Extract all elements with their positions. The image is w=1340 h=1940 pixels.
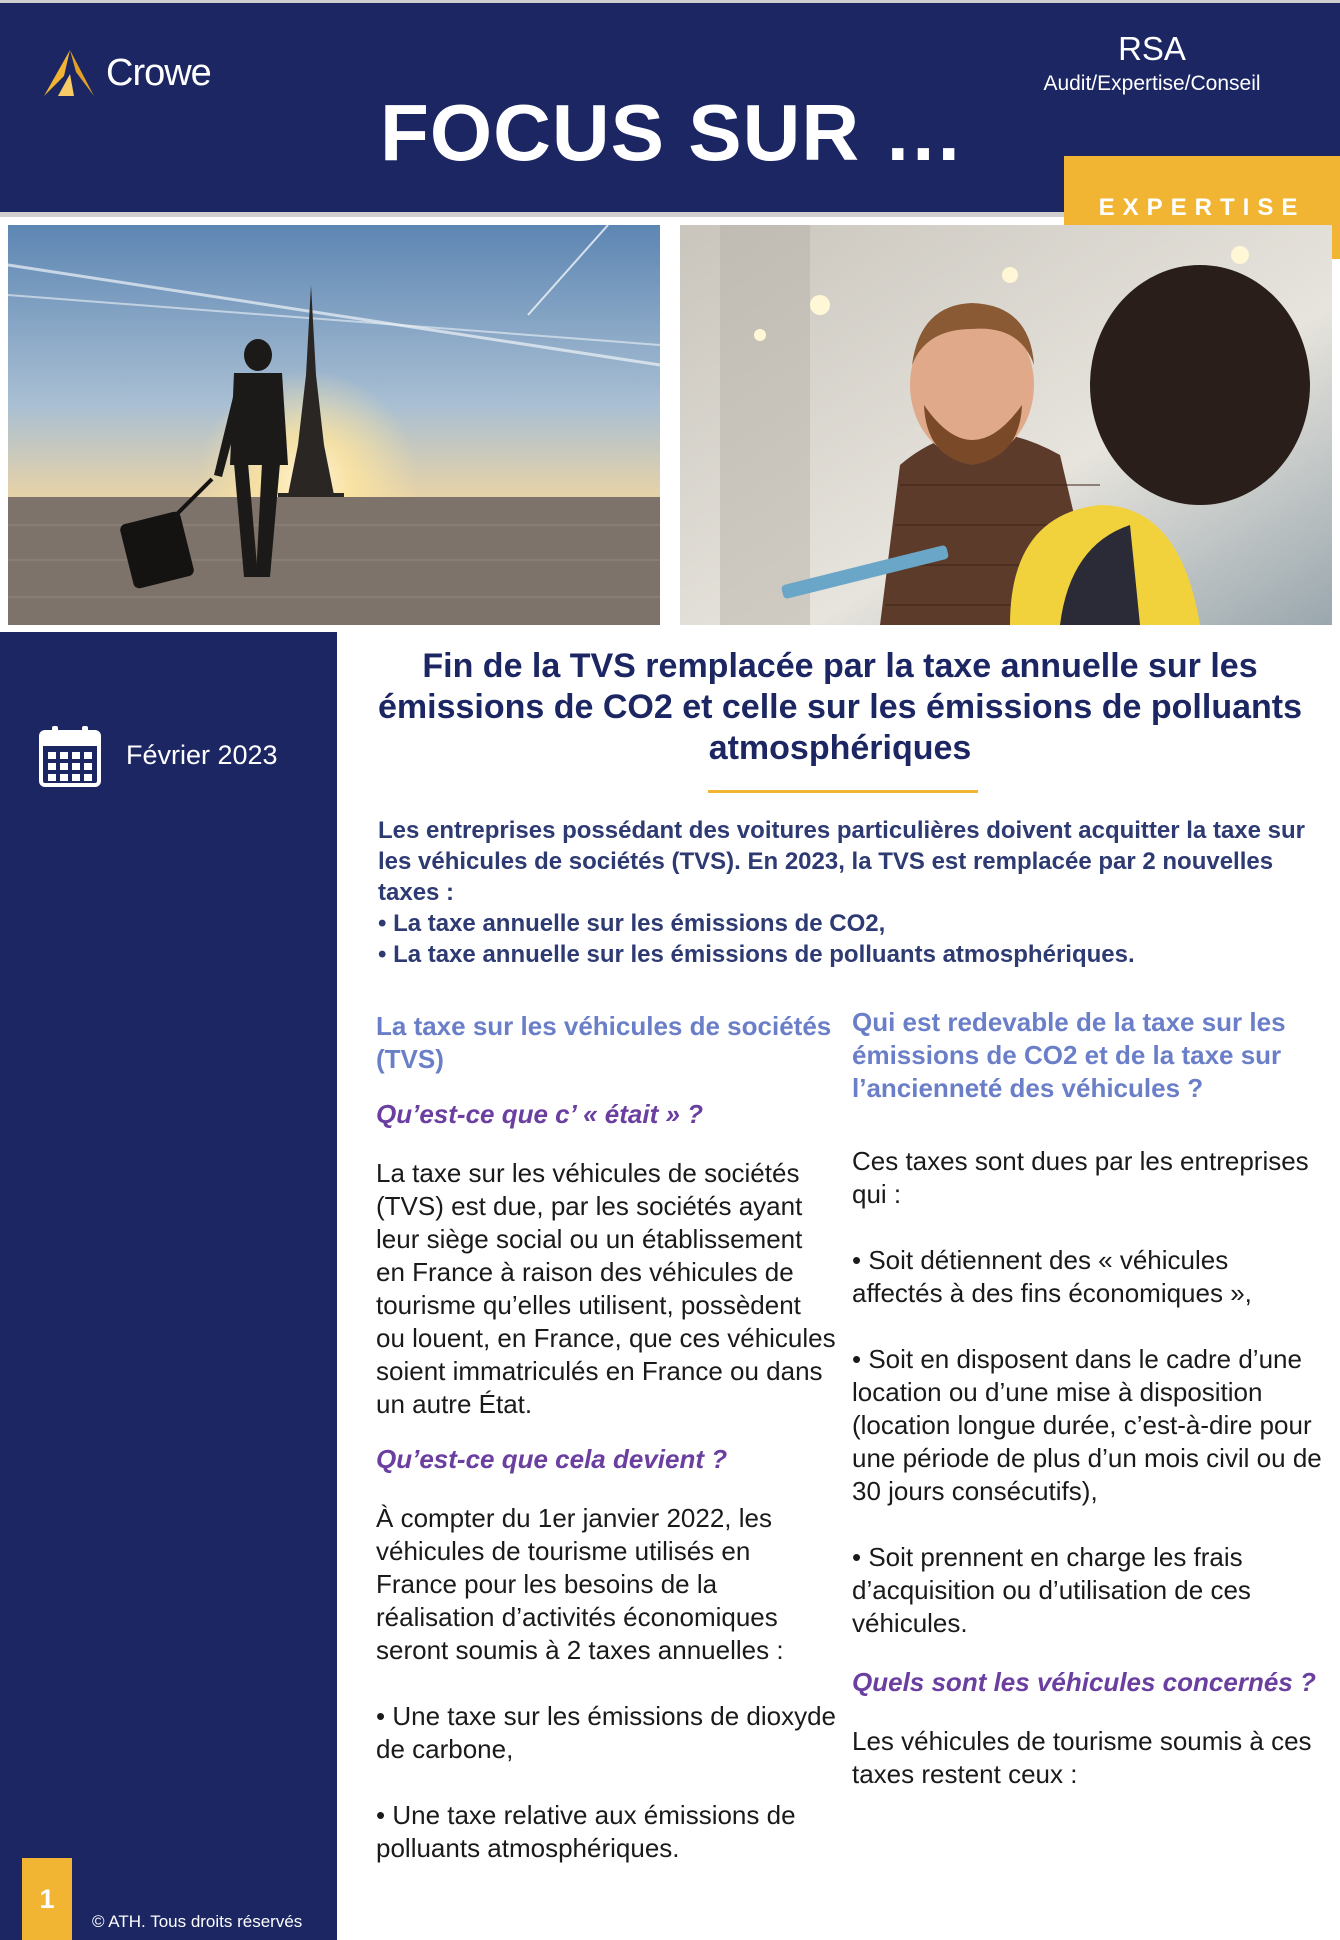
page-title: FOCUS SUR … (380, 88, 965, 177)
article-intro (378, 815, 1308, 970)
intro-text: Les entreprises possédant des voitures particulières doivent acquitter la taxe sur les véhicules de sociétés (TVS). En 2023, la TVS est remplacée par 2 nouvelles taxes : (378, 817, 1305, 906)
bullet-rental: • Soit en disposent dans le cadre d’une location ou d’une mise à disposition (location longue durée, c’est-à-dire pour une période de plus d’un mois civil ou de 30 jours consécutifs), (852, 1344, 1322, 1506)
firm-name: RSA (1118, 30, 1186, 67)
bullet-pollutant-tax: • Une taxe relative aux émissions de polluants atmosphériques. (376, 1800, 796, 1863)
bullet-costs: • Soit prennent en charge les frais d’acquisition ou d’utilisation de ces véhicules. (852, 1542, 1251, 1638)
crowe-logo (40, 43, 211, 103)
article-headline: Fin de la TVS remplacée par la taxe annuelle sur les émissions de CO2 et celle sur les émissions de polluants atmosphériques (377, 647, 1302, 767)
section-heading-tvs: La taxe sur les véhicules de sociétés (TVS) (376, 1011, 832, 1074)
intro-bullet: • La taxe annuelle sur les émissions de CO2, (378, 910, 886, 937)
subheading-becomes: Qu’est-ce que cela devient ? (376, 1444, 728, 1474)
publication-date: Février 2023 (126, 740, 278, 770)
right-column (852, 1006, 1322, 1791)
logo-text: Crowe (106, 51, 211, 94)
sidebar (0, 632, 337, 1940)
photo-eiffel-traveler (8, 225, 660, 625)
paragraph-new-taxes: À compter du 1er janvier 2022, les véhicules de tourisme utilisés en France pour les besoins de la réalisation d’activités économiques seront soumis à 2 taxes annuelles : (376, 1503, 784, 1665)
section-heading-liable: Qui est redevable de la taxe sur les émissions de CO2 et de la taxe sur l’ancienneté des véhicules ? (852, 1007, 1286, 1103)
paragraph-vehicles: Les véhicules de tourisme soumis à ces taxes restent ceux : (852, 1726, 1312, 1789)
subheading-was: Qu’est-ce que c’ « était » ? (376, 1099, 704, 1129)
left-column (376, 1010, 836, 1865)
subheading-vehicles: Quels sont les véhicules concernés ? (852, 1667, 1316, 1697)
paragraph-liable-intro: Ces taxes sont dues par les entreprises qui : (852, 1146, 1309, 1209)
crowe-logo-icon (40, 46, 98, 100)
paragraph-tvs-definition: La taxe sur les véhicules de sociétés (TVS) est due, par les sociétés ayant leur siège social ou un établissement en France à raison des véhicules de tourisme qu’elles utilisent, possèdent ou louent, en France, que ces véhicules soient immatriculés en France ou dans un autre État. (376, 1158, 836, 1419)
bullet-co2-tax: • Une taxe sur les émissions de dioxyde de carbone, (376, 1701, 836, 1764)
headline-divider (708, 790, 978, 793)
category-badge: EXPERTISE (1064, 156, 1340, 259)
calendar-icon (38, 724, 102, 788)
photo-colleagues-meeting (680, 225, 1332, 625)
intro-bullet: • La taxe annuelle sur les émissions de polluants atmosphériques. (378, 941, 1135, 968)
copyright: © ATH. Tous droits réservés (92, 1912, 303, 1931)
bullet-hold-vehicles: • Soit détiennent des « véhicules affectés à des fins économiques », (852, 1245, 1252, 1308)
firm-services: Audit/Expertise/Conseil (1043, 72, 1261, 95)
firm-block (1022, 29, 1282, 99)
page-number: 1 (22, 1858, 72, 1940)
